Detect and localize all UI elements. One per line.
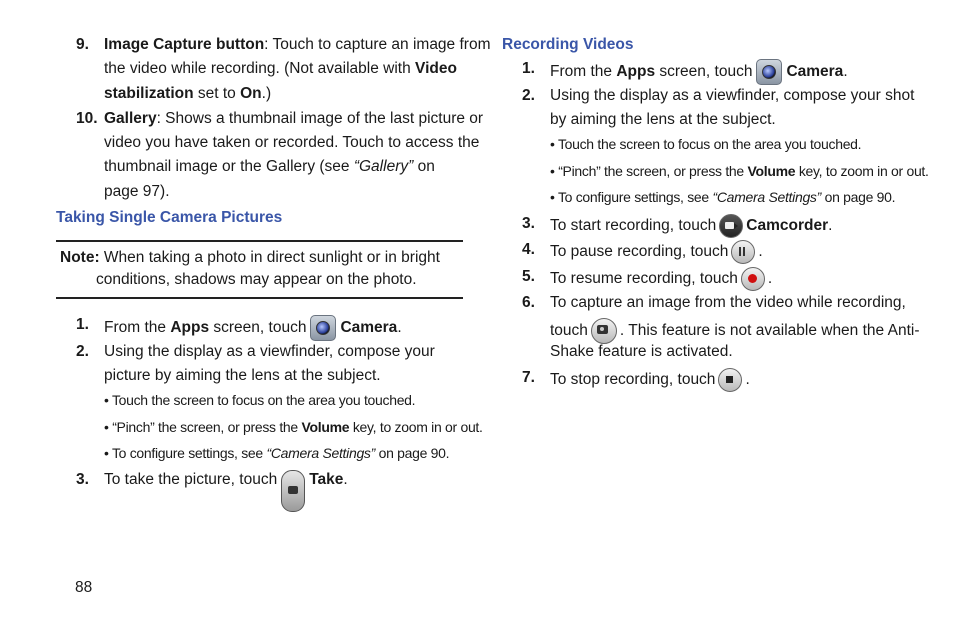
page-number: 88	[75, 579, 93, 596]
step2-line1: Using the display as a viewfinder, compose your	[104, 343, 435, 360]
step-number: 4.	[522, 241, 535, 258]
item10-line3	[104, 157, 435, 177]
term: Apps	[170, 319, 210, 337]
section-heading: Recording Videos	[502, 36, 634, 53]
record-icon[interactable]	[741, 267, 765, 291]
text: .	[843, 63, 848, 81]
camcorder-icon[interactable]	[719, 214, 743, 238]
text: on page 90.	[821, 189, 896, 205]
text: thumbnail image or the Gallery (see	[104, 158, 354, 175]
text: key, to zoom in or out.	[349, 419, 483, 435]
text: .	[767, 270, 773, 288]
pause-icon[interactable]	[731, 240, 755, 264]
text: .	[828, 217, 833, 235]
text: .	[343, 471, 348, 488]
step5-line	[550, 267, 772, 291]
bullet-item	[104, 417, 483, 437]
text: From the	[550, 63, 617, 81]
item10-line4: page 97).	[104, 183, 170, 200]
item10-line2: video you have taken or recorded. Touch to access the	[104, 134, 480, 151]
text: To resume recording, touch	[550, 270, 738, 288]
term: Volume	[747, 163, 796, 179]
bullet-item: • Touch the screen to focus on the area you touched.	[104, 392, 416, 408]
text: screen, touch	[209, 319, 307, 337]
item10-line1	[104, 109, 483, 129]
text: on page 90.	[375, 445, 450, 461]
step7-line	[550, 368, 750, 392]
term: Volume	[301, 419, 350, 435]
text: .	[758, 243, 763, 261]
item9-line1	[104, 35, 490, 55]
step-number: 5.	[522, 268, 535, 285]
term: Gallery	[104, 110, 157, 127]
bullet-item: • Touch the screen to focus on the area you touched.	[550, 136, 862, 152]
gallery-link[interactable]: “Gallery”	[353, 158, 414, 175]
settings-link[interactable]: “Camera Settings”	[712, 189, 821, 205]
text: .)	[261, 85, 272, 102]
text: screen, touch	[655, 63, 753, 81]
step-number: 3.	[76, 471, 89, 488]
step-number: 1.	[76, 316, 89, 333]
step-number: 3.	[522, 215, 535, 232]
shutter-button-icon[interactable]	[281, 470, 305, 512]
camera-app-icon[interactable]	[756, 59, 782, 85]
bullet-item	[550, 187, 895, 207]
term: Apps	[616, 63, 656, 81]
text: • “Pinch” the screen, or press the	[104, 419, 302, 435]
text: : Shows a thumbnail image of the last picture or	[156, 110, 484, 127]
term: Camera	[786, 63, 844, 81]
item-number: 10.	[76, 110, 98, 127]
note-top-rule	[56, 240, 463, 242]
capture-image-icon[interactable]	[591, 318, 617, 344]
term: Take	[309, 471, 344, 488]
step-number: 7.	[522, 369, 535, 386]
step2-line1: Using the display as a viewfinder, compose your shot	[550, 87, 915, 104]
text: on	[413, 158, 435, 175]
note-label: Note:	[60, 249, 100, 266]
text: key, to zoom in or out.	[795, 163, 929, 179]
step-number: 2.	[522, 87, 535, 104]
text: .	[745, 371, 750, 389]
item9-line3	[104, 84, 271, 104]
step-number: 6.	[522, 294, 535, 311]
step2-line2: by aiming the lens at the subject.	[550, 111, 776, 128]
text: . This feature is not available when the Anti-	[619, 322, 920, 340]
term: Image Capture button	[104, 36, 265, 53]
term: Camera	[340, 319, 398, 337]
step1-line	[104, 315, 402, 341]
term: On	[240, 85, 262, 102]
text: • “Pinch” the screen, or press the	[550, 163, 748, 179]
text: From the	[104, 319, 171, 337]
step3-line	[104, 470, 348, 512]
step6-line1: To capture an image from the video while recording,	[550, 294, 906, 311]
stop-icon[interactable]	[718, 368, 742, 392]
note-line1	[60, 248, 440, 268]
text: When taking a photo in direct sunlight or in bright	[99, 249, 440, 266]
item-number: 9.	[76, 36, 89, 53]
text: • To configure settings, see	[104, 445, 267, 461]
term: Camcorder	[746, 217, 829, 235]
bullet-item	[104, 443, 449, 463]
step-number: 2.	[76, 343, 89, 360]
section-heading: Taking Single Camera Pictures	[56, 209, 283, 226]
text: To stop recording, touch	[550, 371, 716, 389]
term: Video	[415, 60, 457, 77]
text: .	[397, 319, 402, 337]
camera-app-icon[interactable]	[310, 315, 336, 341]
text: To take the picture, touch	[104, 471, 278, 488]
text: To start recording, touch	[550, 217, 717, 235]
step4-line	[550, 240, 763, 264]
text: touch	[550, 322, 588, 340]
step6-line3: Shake feature is activated.	[550, 343, 733, 360]
step3-line	[550, 214, 832, 238]
step6-line2	[550, 318, 919, 344]
text: the video while recording. (Not available with	[104, 60, 416, 77]
step1-line	[550, 59, 848, 85]
step2-line2: picture by aiming the lens at the subject.	[104, 367, 381, 384]
text: To pause recording, touch	[550, 243, 729, 261]
bullet-item	[550, 161, 929, 181]
term: stabilization	[104, 85, 194, 102]
text: • To configure settings, see	[550, 189, 713, 205]
text: set to	[193, 85, 241, 102]
step-number: 1.	[522, 60, 535, 77]
text: : Touch to capture an image from	[264, 36, 491, 53]
note-bottom-rule	[56, 297, 463, 299]
settings-link[interactable]: “Camera Settings”	[266, 445, 375, 461]
item9-line2	[104, 59, 457, 79]
note-line2: conditions, shadows may appear on the photo.	[96, 271, 417, 288]
